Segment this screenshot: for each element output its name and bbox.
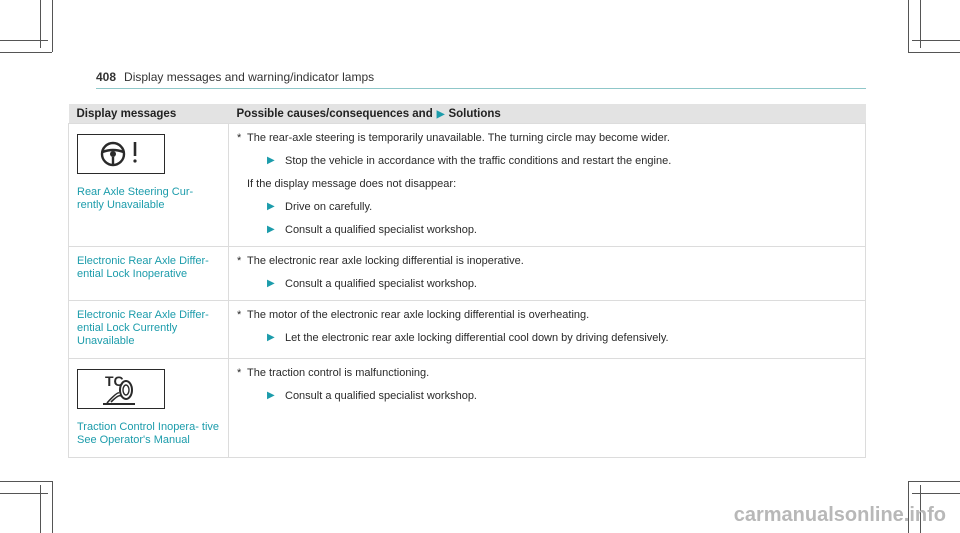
solution-text: Drive on carefully.: [285, 201, 373, 213]
page-number: 408: [96, 70, 117, 84]
message-text: Traction Control Inopera- tive See Operator's Manual: [77, 421, 220, 446]
solution-text: Let the electronic rear axle locking differential cool down by driving defensively.: [285, 332, 669, 344]
crop-mark: [52, 0, 53, 52]
message-text: Rear Axle Steering Cur- rently Unavailable: [77, 186, 194, 211]
arrow-icon: ▶: [267, 390, 275, 401]
crop-mark: [908, 481, 960, 482]
arrow-icon: ▶: [267, 278, 275, 289]
cause-text: The rear-axle steering is temporarily unavailable. The turning circle may become wider.: [247, 132, 670, 144]
note-text: If the display message does not disappear:: [247, 178, 457, 190]
message-cell: [69, 301, 229, 359]
asterisk-icon: *: [237, 367, 242, 379]
causes-cell: [229, 124, 866, 247]
section-title: Display messages and warning/indicator lamps: [124, 70, 375, 84]
cause-text: The motor of the electronic rear axle locking differential is overheating.: [247, 309, 590, 321]
message-text: Electronic Rear Axle Differ- ential Lock Inoperative: [77, 255, 209, 280]
causes-cell: [229, 247, 866, 301]
cause-text: The traction control is malfunctioning.: [247, 367, 430, 379]
watermark: carmanualsonline.info: [733, 504, 946, 526]
message-cell: [69, 359, 229, 458]
col-causes-header: Possible causes/consequences and ▶ Solutions: [229, 104, 866, 124]
arrow-icon: ▶: [267, 224, 275, 235]
page-header: [96, 70, 866, 89]
asterisk-icon: *: [237, 132, 242, 144]
crop-mark: [0, 481, 52, 482]
crop-mark: [908, 0, 909, 52]
asterisk-icon: *: [237, 255, 242, 267]
arrow-icon: ▶: [436, 108, 445, 120]
crop-mark: [52, 481, 53, 533]
arrow-icon: ▶: [267, 155, 275, 166]
crop-mark: [0, 52, 52, 53]
table-row: [69, 124, 866, 247]
table-row: [69, 247, 866, 301]
crop-mark: [0, 493, 48, 494]
crop-mark: [908, 52, 960, 53]
solution-text: Consult a qualified specialist workshop.: [285, 390, 477, 402]
cause-text: The electronic rear axle locking differential is inoperative.: [247, 255, 524, 267]
solution-text: Consult a qualified specialist workshop.: [285, 278, 477, 290]
table-row: [69, 359, 866, 458]
solution-text: Stop the vehicle in accordance with the traffic conditions and restart the engine.: [285, 155, 672, 167]
traction-control-icon: [77, 369, 165, 409]
message-text: Electronic Rear Axle Differ- ential Lock Currently Unavailable: [77, 309, 209, 347]
causes-cell: [229, 301, 866, 359]
crop-mark: [912, 493, 960, 494]
crop-mark: [912, 40, 960, 41]
steering-wheel-warning-icon: [77, 134, 165, 174]
svg-text:TC: TC: [105, 373, 124, 389]
causes-cell: [229, 359, 866, 458]
table-row: [69, 301, 866, 359]
solution-text: Consult a qualified specialist workshop.: [285, 224, 477, 236]
asterisk-icon: *: [237, 309, 242, 321]
arrow-icon: ▶: [267, 332, 275, 343]
message-cell: [69, 124, 229, 247]
arrow-icon: ▶: [267, 201, 275, 212]
table-header-row: [69, 104, 866, 124]
message-cell: [69, 247, 229, 301]
col-display-messages-header: Display messages: [69, 104, 229, 124]
display-messages-table: [68, 104, 866, 458]
crop-mark: [0, 40, 48, 41]
